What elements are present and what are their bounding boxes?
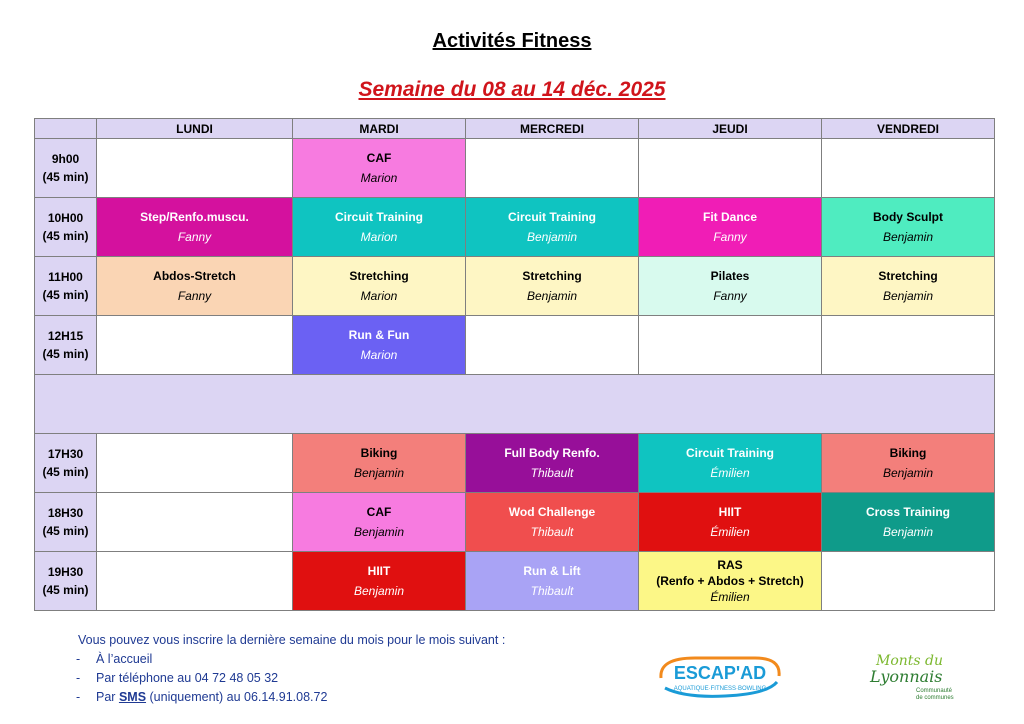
empty-cell (97, 493, 293, 552)
coach-name: Émilien (710, 590, 750, 604)
svg-text:Communauté: Communauté (916, 688, 953, 694)
slot-duration: (45 min) (42, 288, 89, 302)
dash-bullet: - (76, 652, 81, 666)
activity-name: Run & Fun (348, 328, 410, 342)
time-cell (35, 257, 97, 316)
info-list (78, 650, 505, 707)
coach-name: Thibault (530, 525, 574, 539)
time-slot-row (35, 434, 995, 493)
activity-name: Run & Lift (523, 564, 581, 578)
time-cell (35, 493, 97, 552)
day-header: JEUDI (639, 119, 822, 139)
week-subtitle: Semaine du 08 au 14 déc. 2025 (358, 78, 666, 101)
class-cell (466, 198, 639, 257)
coach-name: Émilien (710, 466, 750, 480)
activity-name: Biking (889, 446, 927, 460)
empty-cell (97, 316, 293, 375)
coach-name: Thibault (530, 466, 574, 480)
class-cell (822, 257, 995, 316)
empty-cell (466, 139, 639, 198)
activity-name: Circuit Training (685, 446, 774, 460)
time-slot-row (35, 198, 995, 257)
coach-name: Fanny (177, 289, 212, 303)
coach-name: Fanny (177, 230, 212, 244)
slot-time: 11H00 (48, 270, 83, 284)
slot-time: 10H00 (47, 211, 84, 225)
activity-name: Fit Dance (702, 210, 757, 224)
info-item: - Par téléphone au 04 72 48 05 32 (78, 669, 505, 688)
class-cell (639, 434, 822, 493)
coach-name: Fanny (713, 289, 747, 303)
empty-cell (639, 316, 822, 375)
time-cell (35, 139, 97, 198)
empty-cell (822, 316, 995, 375)
time-slot-row (35, 316, 995, 375)
coach-name: Benjamin (526, 289, 578, 303)
coach-name: Benjamin (353, 466, 405, 480)
slot-time: 17H30 (47, 447, 84, 461)
coach-name: Thibault (530, 584, 574, 598)
schedule-table (34, 118, 995, 611)
empty-cell (822, 552, 995, 611)
activity-name: HIIT (367, 564, 391, 578)
svg-text:de communes: de communes (916, 695, 954, 701)
class-cell (639, 493, 822, 552)
activity-name: HIIT (718, 505, 742, 519)
activity-name: Cross Training (865, 505, 951, 519)
class-cell (639, 198, 822, 257)
monts-du-lyonnais-logo (866, 650, 956, 702)
class-cell (639, 257, 822, 316)
slot-time: 19H30 (47, 565, 84, 579)
activity-name: CAF (366, 505, 392, 519)
day-header: LUNDI (97, 119, 293, 139)
class-cell (466, 493, 639, 552)
coach-name: Marion (360, 171, 398, 185)
time-cell (35, 198, 97, 257)
schedule-body (35, 139, 995, 611)
activity-name: Pilates (710, 269, 750, 283)
class-cell (466, 434, 639, 493)
slot-time: 18H30 (47, 506, 84, 520)
time-slot-row (35, 139, 995, 198)
coach-name: Benjamin (353, 525, 405, 539)
svg-text:Monts du: Monts du (876, 653, 944, 669)
activity-name: Stretching (349, 269, 409, 283)
activity-name: Circuit Training (334, 210, 423, 224)
coach-name: Marion (360, 230, 398, 244)
page-title: Activités Fitness (432, 30, 592, 52)
activity-name: Wod Challenge (508, 505, 596, 519)
slot-duration: (45 min) (42, 583, 89, 597)
empty-cell (97, 139, 293, 198)
dash-bullet: - (76, 671, 81, 685)
day-header: MERCREDI (466, 119, 639, 139)
slot-time: 9h00 (51, 152, 80, 166)
registration-info (78, 631, 505, 707)
empty-cell (822, 139, 995, 198)
coach-name: Benjamin (882, 289, 934, 303)
activity-name: Body Sculpt (872, 210, 943, 224)
slot-duration: (45 min) (42, 229, 89, 243)
time-cell (35, 434, 97, 493)
class-cell (639, 552, 822, 611)
class-cell (97, 257, 293, 316)
activity-name: RAS (717, 558, 743, 572)
activity-name: Circuit Training (507, 210, 596, 224)
time-cell (35, 316, 97, 375)
class-cell (293, 493, 466, 552)
slot-duration: (45 min) (42, 347, 89, 361)
empty-cell (97, 552, 293, 611)
empty-cell (639, 139, 822, 198)
class-cell (293, 316, 466, 375)
break-cell (35, 375, 995, 434)
coach-name: Benjamin (526, 230, 578, 244)
svg-text:AQUATIQUE·FITNESS·BOWLING: AQUATIQUE·FITNESS·BOWLING (673, 686, 767, 692)
time-cell (35, 552, 97, 611)
day-header: MARDI (293, 119, 466, 139)
slot-time: 12H15 (47, 329, 84, 343)
day-header-row (35, 119, 995, 139)
class-cell (466, 257, 639, 316)
coach-name: Benjamin (882, 466, 934, 480)
slot-duration: (45 min) (42, 465, 89, 479)
activity-name: Step/Renfo.muscu. (140, 210, 249, 224)
time-slot-row (35, 552, 995, 611)
info-intro: Vous pouvez vous inscrire la dernière semaine du mois pour le mois suivant : (78, 633, 506, 647)
class-cell (822, 198, 995, 257)
activity-name: Stretching (878, 269, 938, 283)
class-cell (466, 552, 639, 611)
empty-cell (466, 316, 639, 375)
coach-name: Benjamin (353, 584, 405, 598)
class-cell (293, 434, 466, 493)
activity-name: Biking (360, 446, 398, 460)
coach-name: Fanny (713, 230, 747, 244)
time-slot-row (35, 493, 995, 552)
coach-name: Benjamin (882, 230, 934, 244)
day-header: VENDREDI (822, 119, 995, 139)
dash-bullet: - (76, 690, 81, 704)
corner-cell (35, 119, 97, 139)
class-cell (293, 139, 466, 198)
svg-text:ESCAP'AD: ESCAP'AD (673, 663, 767, 683)
coach-name: Marion (360, 348, 398, 362)
class-cell (822, 493, 995, 552)
activity-name: Full Body Renfo. (504, 446, 600, 460)
svg-text:Lyonnais: Lyonnais (870, 667, 943, 686)
empty-cell (97, 434, 293, 493)
coach-name: Émilien (710, 525, 750, 539)
info-item: - Par SMS (uniquement) au 06.14.91.08.72 (78, 688, 505, 707)
time-slot-row (35, 257, 995, 316)
activity-name: CAF (366, 151, 392, 165)
escapad-logo (655, 652, 785, 700)
slot-duration: (45 min) (42, 524, 89, 538)
class-cell (293, 257, 466, 316)
activity-detail: (Renfo + Abdos + Stretch) (656, 574, 804, 588)
coach-name: Marion (360, 289, 398, 303)
activity-name: Stretching (522, 269, 582, 283)
class-cell (822, 434, 995, 493)
activity-name: Abdos-Stretch (153, 269, 236, 283)
class-cell (293, 198, 466, 257)
class-cell (293, 552, 466, 611)
midday-break-row (35, 375, 995, 434)
coach-name: Benjamin (882, 525, 934, 539)
slot-duration: (45 min) (42, 170, 89, 184)
sms-label: SMS (118, 690, 147, 704)
info-item: - À l’accueil (78, 650, 505, 669)
class-cell (97, 198, 293, 257)
